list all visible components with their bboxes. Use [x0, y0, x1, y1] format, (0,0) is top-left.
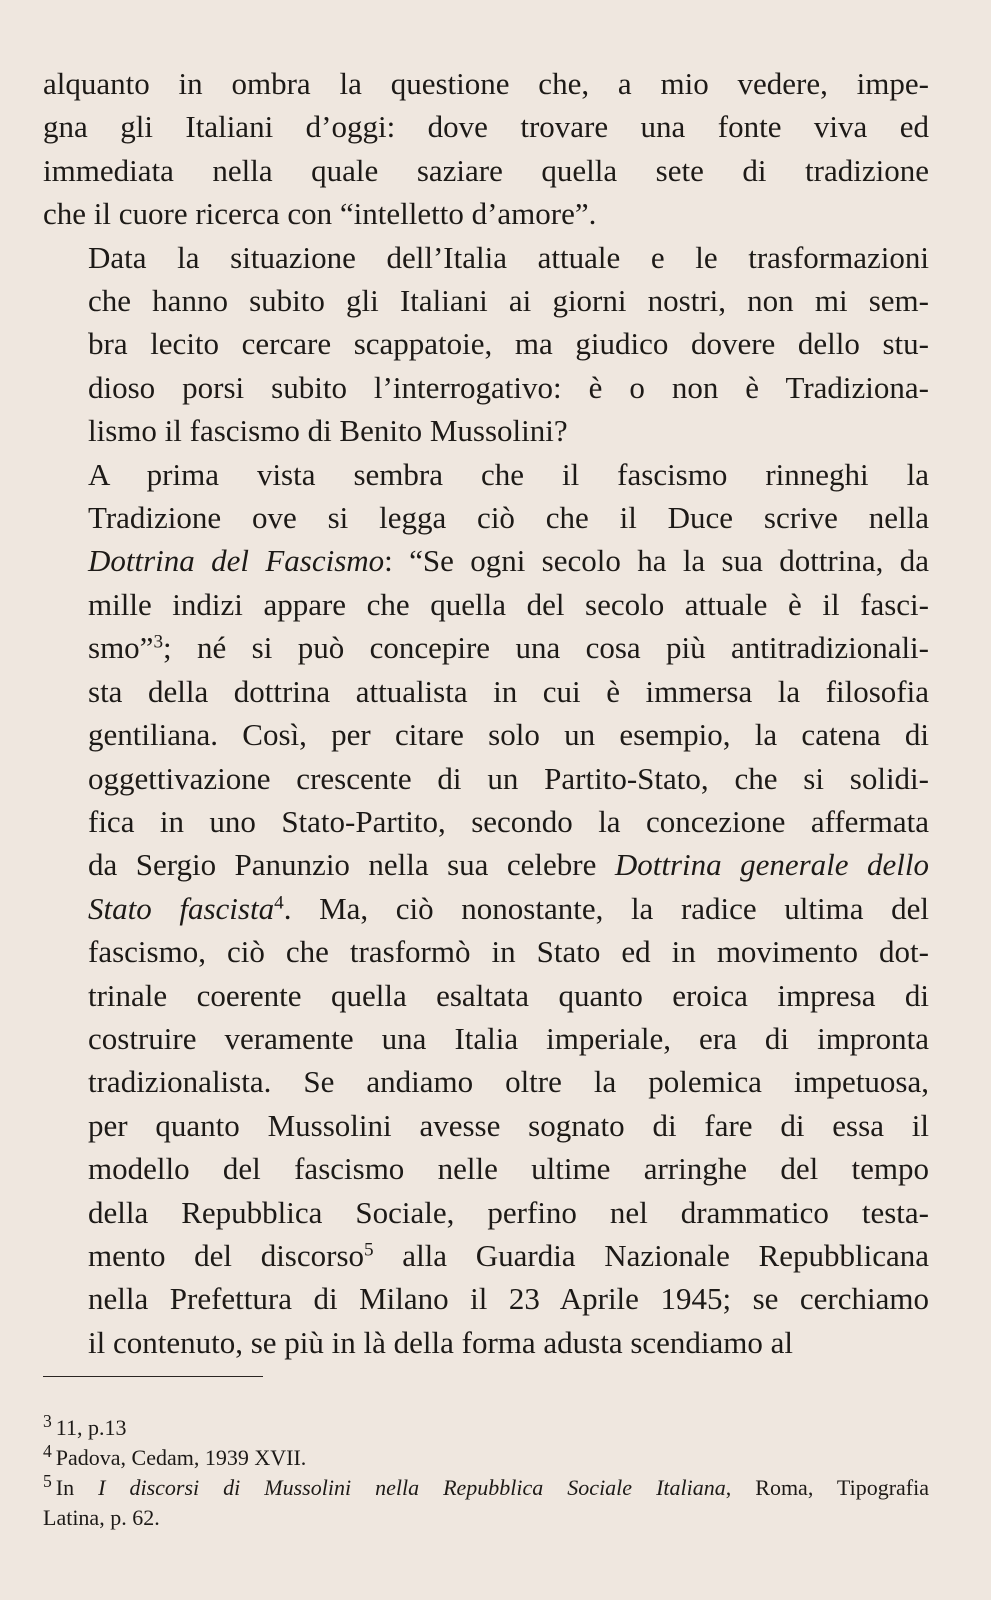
- text-line: [43, 1104, 929, 1147]
- text-run: bra lecito cercare scappatoie, ma giudico dovere dello stu-: [88, 326, 929, 362]
- text-run: mento del discorso: [88, 1237, 365, 1273]
- text-run: Latina, p. 62.: [43, 1505, 160, 1530]
- text-run: Tradizione ove si legga ciò che il Duce scrive nella: [88, 500, 929, 536]
- footnote-marker: 5: [364, 1239, 374, 1261]
- text-line: [43, 236, 929, 279]
- footnote-number: 3: [43, 1411, 52, 1432]
- footnote-line: [43, 1473, 929, 1503]
- text-run: In: [55, 1475, 99, 1500]
- text-run: A prima vista sembra che il fascismo rinneghi la: [88, 456, 929, 492]
- italic-title: Stato fascista: [88, 890, 275, 926]
- text-line: [43, 1191, 929, 1234]
- text-line: [43, 626, 929, 669]
- text-run: lismo il fascismo di Benito Mussolini?: [88, 413, 568, 449]
- text-line: [43, 322, 929, 365]
- footnote: [43, 1473, 929, 1533]
- footnote-number: 5: [43, 1471, 52, 1492]
- italic-title: I discorsi di Mussolini nella Repubblica Sociale Italiana: [98, 1475, 726, 1500]
- text-line: [43, 453, 929, 496]
- text-line: [43, 583, 929, 626]
- text-run: Data la situazione dell’Italia attuale e le trasformazioni: [88, 239, 929, 275]
- text-line: [43, 843, 929, 886]
- text-run: fascismo, ciò che trasformò in Stato ed in movimento dot-: [88, 934, 929, 970]
- text-run: 11, p.13: [55, 1415, 127, 1440]
- text-line: [43, 192, 929, 235]
- footnote: [43, 1443, 929, 1473]
- text-run: mille indizi appare che quella del secolo attuale è il fasci-: [88, 586, 929, 622]
- text-run: gentiliana. Così, per citare solo un esempio, la catena di: [88, 717, 929, 753]
- text-run: , Roma, Tipografia: [725, 1475, 930, 1500]
- text-run: gna gli Italiani d’oggi: dove trovare una fonte viva ed: [43, 109, 929, 145]
- text-run: che il cuore ricerca con “intelletto d’amore”.: [43, 196, 597, 232]
- paragraph: [43, 453, 929, 1365]
- text-run: nella Prefettura di Milano il 23 Aprile 1945; se cerchiamo: [88, 1281, 929, 1317]
- text-run: tradizionalista. Se andiamo oltre la polemica impetuosa,: [88, 1064, 929, 1100]
- text-line: [43, 1321, 929, 1364]
- text-run: Padova, Cedam, 1939 XVII.: [55, 1445, 307, 1470]
- text-line: [43, 974, 929, 1017]
- text-line: [43, 279, 929, 322]
- text-run: dioso porsi subito l’interrogativo: è o non è Tradiziona-: [88, 369, 929, 405]
- text-run: per quanto Mussolini avesse sognato di fare di essa il: [88, 1107, 929, 1143]
- text-line: [43, 496, 929, 539]
- text-run: oggettivazione crescente di un Partito-Stato, che si solidi-: [88, 760, 929, 796]
- italic-title: Dottrina generale dello: [614, 847, 929, 883]
- text-line: [43, 1277, 929, 1320]
- text-line: [43, 887, 929, 930]
- text-run: alquanto in ombra la questione che, a mio vedere, impe-: [43, 66, 929, 101]
- text-run: da Sergio Panunzio nella sua celebre: [88, 847, 615, 883]
- footnote-line: [43, 1443, 929, 1473]
- text-line: [43, 757, 929, 800]
- text-line: [43, 366, 929, 409]
- footnote-line: [43, 1413, 929, 1443]
- text-run: della Repubblica Sociale, perfino nel drammatico testa-: [88, 1194, 929, 1230]
- paragraph: [43, 62, 929, 236]
- text-run: smo”: [88, 630, 154, 666]
- text-run: modello del fascismo nelle ultime arringhe del tempo: [88, 1151, 929, 1187]
- text-run: alla Guardia Nazionale Repubblicana: [373, 1237, 929, 1273]
- page-body: [43, 62, 929, 1364]
- footnote-line: [43, 1503, 929, 1533]
- footnote: [43, 1413, 929, 1443]
- text-line: [43, 930, 929, 973]
- text-run: che hanno subito gli Italiani ai giorni nostri, non mi sem-: [88, 283, 929, 319]
- paragraph: [43, 236, 929, 453]
- text-run: . Ma, ciò nonostante, la radice ultima del: [283, 890, 929, 926]
- text-run: fica in uno Stato-Partito, secondo la concezione affermata: [88, 803, 929, 839]
- text-line: [43, 1234, 929, 1277]
- text-line: [43, 149, 929, 192]
- text-line: [43, 62, 929, 105]
- italic-title: Dottrina del Fascismo: [88, 543, 385, 579]
- text-run: immediata nella quale saziare quella sete di tradizione: [43, 152, 929, 188]
- footnote-separator: [43, 1376, 263, 1377]
- text-line: [43, 409, 929, 452]
- text-line: [43, 539, 929, 582]
- text-line: [43, 1060, 929, 1103]
- footnotes: [43, 1413, 929, 1533]
- text-run: : “Se ogni secolo ha la sua dottrina, da: [384, 543, 929, 579]
- text-line: [43, 800, 929, 843]
- text-line: [43, 1147, 929, 1190]
- text-line: [43, 105, 929, 148]
- text-run: trinale coerente quella esaltata quanto eroica impresa di: [88, 977, 929, 1013]
- text-run: ; né si può concepire una cosa più antitradizionali-: [163, 630, 929, 666]
- text-line: [43, 670, 929, 713]
- text-run: il contenuto, se più in là della forma adusta scendiamo al: [88, 1324, 794, 1360]
- footnote-marker: 3: [153, 631, 164, 653]
- text-run: sta della dottrina attualista in cui è immersa la filosofia: [88, 673, 929, 709]
- text-line: [43, 1017, 929, 1060]
- footnote-number: 4: [43, 1441, 52, 1462]
- text-run: costruire veramente una Italia imperiale, era di impronta: [88, 1020, 929, 1056]
- footnote-marker: 4: [274, 892, 284, 914]
- text-line: [43, 713, 929, 756]
